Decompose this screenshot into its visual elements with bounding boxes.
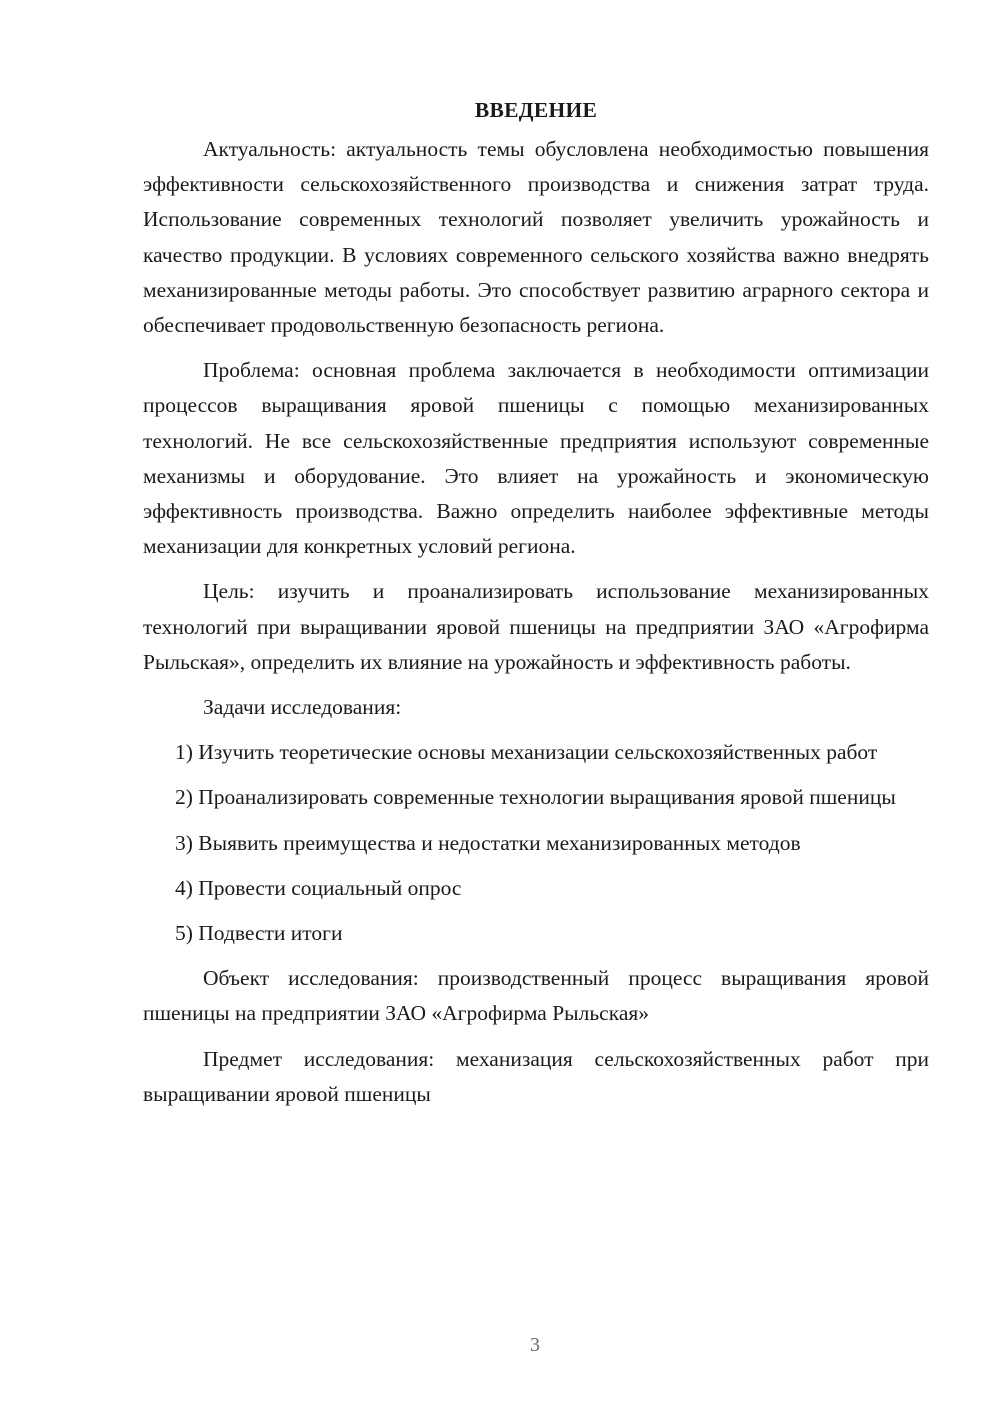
task-item-2: 2) Проанализировать современные технологии выращивания яровой пшеницы [175, 785, 896, 810]
tasks-heading: Задачи исследования: [203, 695, 402, 720]
task-item-5: 5) Подвести итоги [175, 921, 343, 946]
task-item-3: 3) Выявить преимущества и недостатки механизированных методов [175, 830, 801, 855]
document-page [143, 92, 929, 1122]
paragraph-problem: Проблема: основная проблема заключается в необходимости оптимизации процессов выращивания яровой пшеницы с помощью механизированных технологий. Не все сельскохозяйственные предприятия используют современные механизмы и оборудование. Это влияет на урожайность и экономическую эффективность производства. Важно определить наиболее эффективные методы механизации для конкретных условий региона. [143, 358, 929, 559]
section-heading: ВВЕДЕНИЕ [474, 98, 598, 122]
paragraph-goal: Цель: изучить и проанализировать использование механизированных технологий при выращивании яровой пшеницы на предприятии ЗАО «Агрофирма Рыльская», определить их влияние на урожайность и эффективность работы. [143, 579, 929, 674]
task-item-1: 1) Изучить теоретические основы механизации сельскохозяйственных работ [175, 740, 878, 765]
task-item-4: 4) Провести социальный опрос [175, 875, 462, 900]
page-number: 3 [530, 1334, 540, 1356]
paragraph-relevance: Актуальность: актуальность темы обусловлена необходимостью повышения эффективности сельскохозяйственного производства и снижения затрат труда. Использование современных технологий позволяет увеличить урожайность и качество продукции. В условиях современного сельского хозяйства важно внедрять механизированные методы работы. Это способствует развитию аграрного сектора и обеспечивает продовольственную безопасность региона. [143, 137, 929, 338]
paragraph-object: Объект исследования: производственный процесс выращивания яровой пшеницы на предприятии ЗАО «Агрофирма Рыльская» [143, 966, 929, 1026]
paragraph-subject: Предмет исследования: механизация сельскохозяйственных работ при выращивании яровой пшеницы [143, 1046, 929, 1106]
tasks-list [143, 735, 929, 951]
